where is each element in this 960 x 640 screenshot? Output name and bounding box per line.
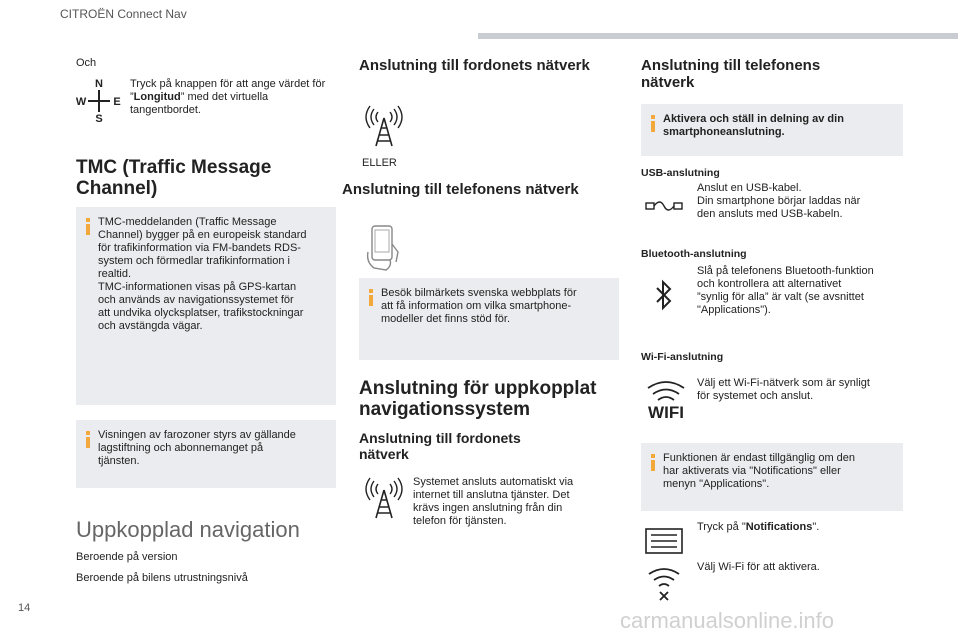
text-line: Aktivera och ställ in delning av din (663, 113, 844, 125)
compass-e: E (113, 96, 121, 108)
tmc-heading: TMC (Traffic Message Channel) (76, 157, 272, 199)
bluetooth-label: Bluetooth-anslutning (641, 248, 747, 260)
text-line: smartphoneanslutning. (663, 126, 785, 138)
text-line: Din smartphone börjar laddas när (697, 195, 861, 207)
notifications-info-text (663, 452, 855, 491)
connected-nav-system-heading: Anslutning för uppkopplat navigationssystem (359, 378, 597, 420)
wifi-icon-text: WIFI (648, 403, 684, 420)
text-line: internet till anslutna tjänster. Det (413, 489, 570, 501)
activate-sharing-text (663, 113, 844, 139)
text-line: telefon för tjänsten. (413, 515, 507, 527)
activate-sharing-box (641, 104, 903, 156)
antenna-icon (364, 476, 404, 520)
text-line: har aktiverats via "Notifications" eller (663, 465, 841, 477)
info-icon (651, 115, 655, 132)
text-line: Besök bilmärkets svenska webbplats för (381, 287, 577, 299)
zone-info-text (98, 429, 296, 468)
tmc-info-box (76, 207, 336, 405)
text-line: och används av navigationssystemet för (98, 294, 294, 306)
text-line: tjänsten. (98, 455, 140, 467)
text-line: för systemet och anslut. (697, 390, 814, 402)
text-line: Visningen av farozoner styrs av gällande (98, 429, 296, 441)
compass-n: N (95, 78, 103, 90)
vehicle-network-heading: Anslutning till fordonets nätverk (359, 57, 590, 74)
vehicle-connection-text (413, 476, 573, 528)
page-number: 14 (18, 602, 31, 614)
text-line: system och förmedlar trafikinformation i (98, 255, 290, 267)
info-icon (86, 218, 90, 235)
text-line: att undvika olycksplatser, trafikstockningar (98, 307, 304, 319)
text-line: ”synlig för alla” är valt (se avsnittet (697, 291, 864, 303)
phone-models-text (381, 287, 577, 326)
info-icon (86, 431, 90, 448)
bluetooth-icon (654, 278, 674, 312)
text-line: Anslut en USB-kabel. (697, 182, 802, 194)
text-line: TMC-meddelanden (Traffic Message (98, 216, 277, 228)
text-line: att få information om vilka smartphone- (381, 300, 572, 312)
phone-models-box (359, 278, 619, 360)
text-line: och avstängda vägar. (98, 320, 203, 332)
header-title: CITROËN Connect Nav (60, 7, 187, 21)
version-text: Beroende på version (76, 551, 178, 563)
connected-nav-heading: Uppkopplad navigation (76, 517, 300, 542)
text-line: menyn "Applications". (663, 478, 770, 490)
smartphone-icon (362, 222, 406, 272)
bluetooth-instruction-text (697, 265, 874, 317)
text-line: för trafikinformation via FM-bandets RDS- (98, 242, 301, 254)
phone-network-heading-right: Anslutning till telefonens nätverk (641, 57, 821, 91)
phone-network-heading: Anslutning till telefonens nätverk (342, 181, 579, 198)
wifi-icon (644, 380, 688, 420)
vehicle-sub-heading: Anslutning till fordonets nätverk (359, 430, 521, 462)
usb-cable-icon (644, 196, 684, 218)
text-line: Funktionen är endast tillgänglig om den (663, 452, 856, 464)
text-line: den ansluts med USB-kabeln. (697, 208, 843, 220)
info-icon (651, 454, 655, 471)
tmc-info-text (98, 216, 307, 333)
header-bar (478, 33, 958, 39)
notifications-info-box (641, 443, 903, 511)
wifi-activate-icon (646, 566, 682, 602)
watermark: carmanualsonline.info (620, 608, 835, 633)
compass-s: S (95, 113, 103, 124)
text-line: "Applications"). (697, 304, 771, 316)
antenna-icon (364, 104, 404, 148)
text-line: TMC-informationen visas på GPS-kartan (98, 281, 297, 293)
compass-icon (76, 78, 122, 124)
text-line: lagstiftning och abonnemanget på (98, 442, 264, 454)
longitude-instruction: Tryck på knappen för att ange värdet för ”Longitud” med det virtuella tangentbordet. (130, 78, 326, 116)
text-line: Systemet ansluts automatiskt via (413, 476, 574, 488)
usb-label: USB-anslutning (641, 167, 720, 179)
wifi-label: Wi-Fi-anslutning (641, 351, 724, 363)
text-line: Channel) bygger på en europeisk standard (98, 229, 307, 241)
zone-info-box (76, 420, 336, 488)
text-line: modeller det finns stöd för. (381, 313, 511, 325)
usb-instruction-text (697, 182, 860, 221)
text-line: och kontrollera att alternativet (697, 278, 842, 290)
notifications-list-icon (644, 527, 684, 555)
text-line: Slå på telefonens Bluetooth-funktion (697, 265, 874, 277)
notifications-instruction: Tryck på "Notifications". (697, 521, 820, 533)
text-line: realtid. (98, 268, 132, 280)
or-label: ELLER (362, 157, 397, 169)
wifi-instruction-text (697, 377, 870, 403)
text-line: krävs ingen anslutning från din (413, 502, 563, 514)
info-icon (369, 289, 373, 306)
och-label: Och (76, 57, 97, 69)
text-line: Välj ett Wi-Fi-nätverk som är synligt (697, 377, 870, 389)
compass-w: W (76, 96, 87, 108)
wifi-activate-text: Välj Wi-Fi för att aktivera. (697, 561, 820, 573)
equipment-text: Beroende på bilens utrustningsnivå (76, 572, 248, 584)
